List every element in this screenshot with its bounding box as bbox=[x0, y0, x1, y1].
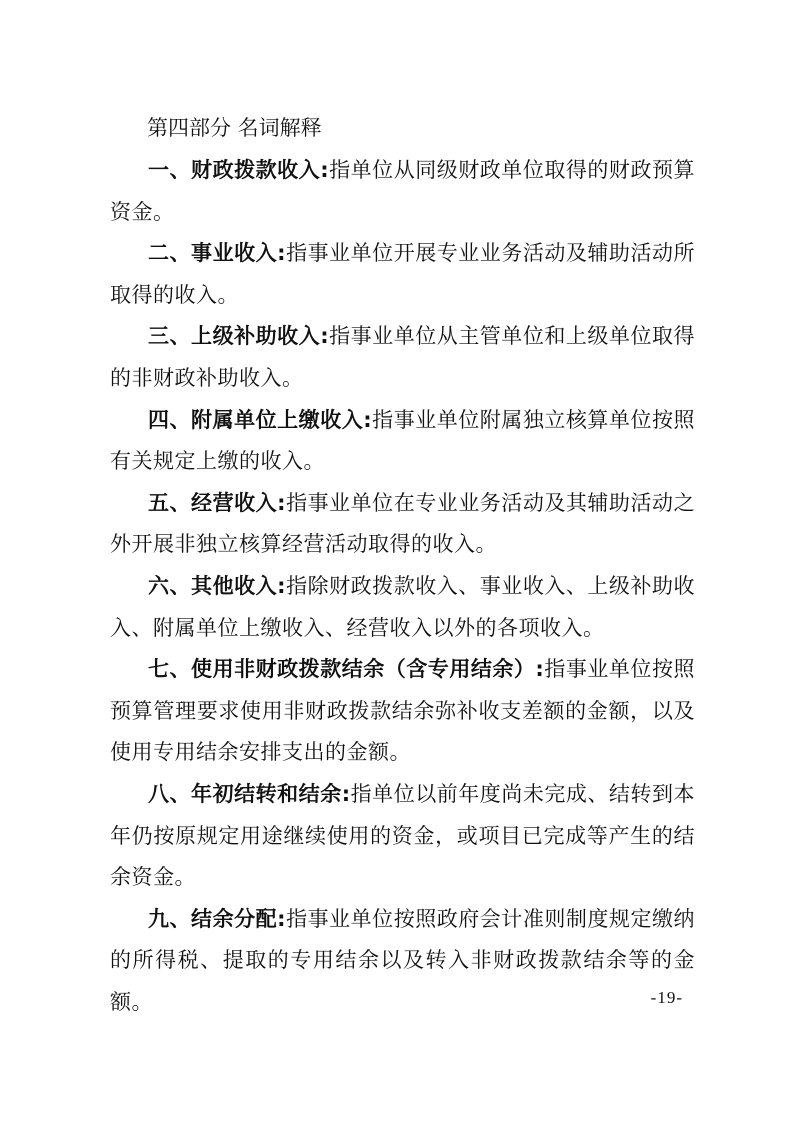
definition-term: 四、附属单位上缴收入: bbox=[148, 407, 373, 432]
definition-8 bbox=[110, 774, 695, 899]
definition-term: 五、经营收入: bbox=[148, 490, 287, 515]
definition-1 bbox=[110, 150, 695, 233]
definition-9 bbox=[110, 899, 695, 1024]
definition-text: 指事业单位附属独立核算单位按照有关规定上缴的收入。 bbox=[110, 407, 695, 474]
definition-text: 指事业单位按照政府会计准则制度规定缴纳的所得税、提取的专用结余以及转入非财政拨款结余等的金额。 bbox=[110, 906, 695, 1014]
definition-7 bbox=[110, 649, 695, 774]
definition-term: 七、使用非财政拨款结余（含专用结余）: bbox=[148, 657, 545, 682]
definition-term: 九、结余分配: bbox=[148, 906, 287, 931]
definition-text: 指事业单位在专业业务活动及其辅助活动之外开展非独立核算经营活动取得的收入。 bbox=[110, 490, 695, 557]
definition-text: 指事业单位开展专业业务活动及辅助活动所取得的收入。 bbox=[110, 241, 695, 307]
definition-term: 一、财政拨款收入: bbox=[148, 158, 330, 182]
definition-term: 六、其他收入: bbox=[148, 573, 287, 598]
definition-text: 指单位以前年度尚未完成、结转到本年仍按原规定用途继续使用的资金，或项目已完成等产生的结余资金。 bbox=[110, 781, 696, 890]
definition-text: 指事业单位按照预算管理要求使用非财政拨款结余弥补收支差额的金额，以及使用专用结余安排支出的金额。 bbox=[110, 657, 695, 765]
definitions-list bbox=[110, 150, 695, 1023]
definition-term: 三、上级补助收入: bbox=[148, 324, 330, 349]
definition-3 bbox=[110, 316, 695, 399]
definition-2 bbox=[110, 233, 695, 316]
page-number: -19- bbox=[650, 988, 683, 1007]
definition-4 bbox=[110, 400, 695, 483]
definition-term: 二、事业收入: bbox=[148, 241, 287, 266]
definition-6 bbox=[110, 566, 695, 649]
section-title: 第四部分 名词解释 bbox=[147, 116, 322, 140]
definition-5 bbox=[110, 483, 695, 566]
definition-term: 八、年初结转和结余: bbox=[148, 781, 351, 806]
definition-text: 指除财政拨款收入、事业收入、上级补助收入、附属单位上缴收入、经营收入以外的各项收入。 bbox=[110, 573, 695, 640]
definition-text: 指单位从同级财政单位取得的财政预算资金。 bbox=[110, 158, 695, 224]
definition-text: 指事业单位从主管单位和上级单位取得的非财政补助收入。 bbox=[110, 324, 695, 390]
